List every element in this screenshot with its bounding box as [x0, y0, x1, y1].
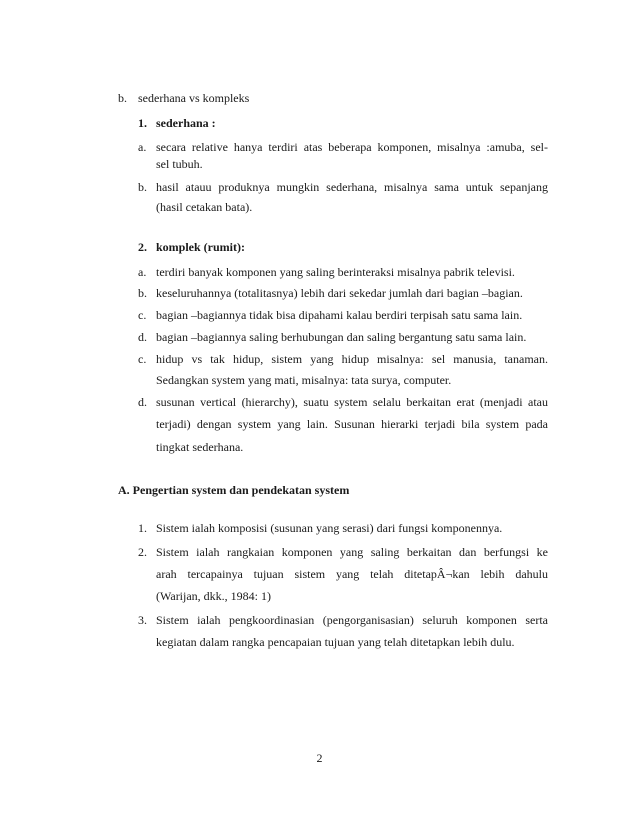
A-item-3-line-2: kegiatan dalam rangka pencapaian tujuan yang telah ditetapkan lebih dulu. [156, 635, 515, 649]
komplek-b-line-1: keseluruhannya (totalitasnya) lebih dari sekedar jumlah dari bagian –bagian. [156, 286, 523, 300]
sederhana-title: sederhana : [156, 116, 216, 130]
sederhana-a-line-2: sel tubuh. [156, 157, 203, 171]
A-item-2-line-3: (Warijan, dkk., 1984: 1) [156, 589, 272, 603]
komplek-d2-line-1: susunan vertical (hierarchy), suatu system selalu berkaitan erat (menjadi atau [156, 395, 548, 409]
A-item-3-marker: 3. [138, 613, 147, 627]
A-item-2-line-1: Sistem ialah rangkaian komponen yang saling berkaitan dan berfungsi ke [156, 545, 548, 559]
A-item-1-marker: 1. [138, 521, 147, 535]
A-item-2-marker: 2. [138, 545, 147, 559]
A-item-2-line-2: arah tercapainya tujuan sistem yang telah ditetapÂ¬kan lebih dahulu [156, 567, 548, 581]
komplek-d-line-1: bagian –bagiannya saling berhubungan dan saling bergantung satu sama lain. [156, 330, 527, 344]
komplek-c-marker: c. [138, 308, 147, 322]
komplek-c2-marker: c. [138, 352, 147, 366]
sederhana-a-line-1: secara relative hanya terdiri atas beberapa komponen, misalnya :amuba, sel- [156, 140, 548, 154]
komplek-b-marker: b. [138, 286, 147, 300]
page-number: 2 [316, 751, 323, 765]
komplek-a-line-1: terdiri banyak komponen yang saling berinteraksi misalnya pabrik televisi. [156, 265, 515, 279]
section-b-marker: b. [118, 91, 127, 105]
section-A-heading: A. Pengertian system dan pendekatan system [118, 483, 350, 497]
komplek-d-marker: d. [138, 330, 147, 344]
komplek-marker: 2. [138, 240, 147, 254]
komplek-d2-line-3: tingkat sederhana. [156, 440, 244, 454]
komplek-d2-line-2: terjadi) dengan system yang lain. Susunan hierarki terjadi bila system pada [156, 417, 548, 431]
sederhana-a-marker: a. [138, 140, 147, 154]
A-item-3-line-1: Sistem ialah pengkoordinasian (pengorganisasian) seluruh komponen serta [156, 613, 548, 627]
komplek-a-marker: a. [138, 265, 147, 279]
sederhana-b-marker: b. [138, 180, 147, 194]
komplek-title: komplek (rumit): [156, 240, 245, 254]
komplek-c2-line-1: hidup vs tak hidup, sistem yang hidup misalnya: sel manusia, tanaman. [156, 352, 548, 366]
komplek-c2-line-2: Sedangkan system yang mati, misalnya: tata surya, computer. [156, 373, 452, 387]
komplek-c-line-1: bagian –bagiannya tidak bisa dipahami kalau berdiri terpisah satu sama lain. [156, 308, 523, 322]
sederhana-b-line-2: (hasil cetakan bata). [156, 200, 253, 214]
sederhana-b-line-1: hasil atauu produknya mungkin sederhana, misalnya sama untuk sepanjang [156, 180, 548, 194]
A-item-1-line-1: Sistem ialah komposisi (susunan yang serasi) dari fungsi komponennya. [156, 521, 503, 535]
section-b-heading: sederhana vs kompleks [138, 91, 250, 105]
komplek-d2-marker: d. [138, 395, 147, 409]
sederhana-marker: 1. [138, 116, 147, 130]
